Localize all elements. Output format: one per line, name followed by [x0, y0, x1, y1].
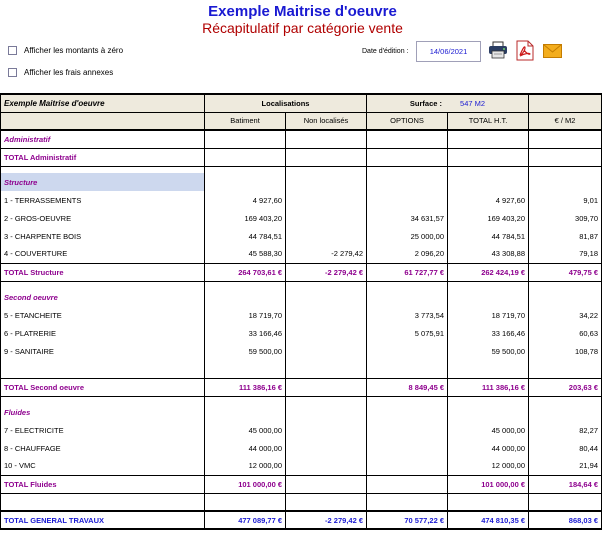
- total-label: TOTAL Second oeuvre: [1, 378, 205, 396]
- cell-euro-per-m2: 82,27: [529, 421, 602, 439]
- total-options: 61 727,77 €: [367, 263, 448, 281]
- col-header-options: OPTIONS: [367, 112, 448, 130]
- cell-total-ht: 44 000,00: [448, 439, 529, 457]
- item-label: 6 - PLATRERIE: [1, 324, 205, 342]
- category-row-administratif: [1, 130, 602, 148]
- category-row-structure: [1, 173, 602, 191]
- total-options: [367, 475, 448, 493]
- cell-batiment: 12 000,00: [205, 457, 286, 475]
- item-label: 10 - VMC: [1, 457, 205, 475]
- grand-total-batiment: 477 089,77 €: [205, 511, 286, 529]
- category-label: Administratif: [1, 130, 205, 148]
- total-euro-per-m2: 184,64 €: [529, 475, 602, 493]
- cell-batiment: 44 000,00: [205, 439, 286, 457]
- table-row: [1, 342, 602, 360]
- cell-batiment: 45 000,00: [205, 421, 286, 439]
- edition-date-label: Date d'édition :: [362, 48, 409, 55]
- edition-date-input[interactable]: [416, 41, 481, 62]
- cell-batiment: 45 588,30: [205, 245, 286, 263]
- table-row: [1, 227, 602, 245]
- cell-euro-per-m2: 9,01: [529, 191, 602, 209]
- cell-euro-per-m2: 21,94: [529, 457, 602, 475]
- cell-batiment: 169 403,20: [205, 209, 286, 227]
- col-header-total-ht: TOTAL H.T.: [448, 112, 529, 130]
- cell-euro-per-m2: 80,44: [529, 439, 602, 457]
- total-euro-per-m2: 479,75 €: [529, 263, 602, 281]
- item-label: 5 - ETANCHEITE: [1, 306, 205, 324]
- cell-batiment: 18 719,70: [205, 306, 286, 324]
- col-header-batiment: Batiment: [205, 112, 286, 130]
- category-row-second-oeuvre: [1, 288, 602, 306]
- grand-total-options: 70 577,22 €: [367, 511, 448, 529]
- item-label: 2 - GROS-OEUVRE: [1, 209, 205, 227]
- cell-options: [367, 439, 448, 457]
- total-batiment: 101 000,00 €: [205, 475, 286, 493]
- category-label: Second oeuvre: [1, 288, 205, 306]
- cell-options: [367, 421, 448, 439]
- total-label: TOTAL Structure: [1, 263, 205, 281]
- item-label: 8 - CHAUFFAGE: [1, 439, 205, 457]
- extra-fees-label: Afficher les frais annexes: [24, 68, 114, 77]
- cell-total-ht: 45 000,00: [448, 421, 529, 439]
- table-row: [1, 324, 602, 342]
- total-total-ht: 101 000,00 €: [448, 475, 529, 493]
- total-batiment: 264 703,61 €: [205, 263, 286, 281]
- extra-fees-checkbox[interactable]: [8, 68, 17, 77]
- localisations-header: Localisations: [205, 94, 367, 112]
- cell-options: [367, 342, 448, 360]
- cell-non-localises: [286, 191, 367, 209]
- header-empty-cell: [529, 94, 602, 112]
- cell-total-ht: 4 927,60: [448, 191, 529, 209]
- category-label-selected[interactable]: Structure: [1, 173, 205, 191]
- model-name-header: Exemple Maitrise d'oeuvre: [1, 94, 205, 112]
- total-non-localises: [286, 475, 367, 493]
- spacer-row: [1, 281, 602, 288]
- cell-total-ht: 12 000,00: [448, 457, 529, 475]
- surface-label: Surface :: [409, 98, 443, 108]
- cell-non-localises: [286, 457, 367, 475]
- item-label: 3 - CHARPENTE BOIS: [1, 227, 205, 245]
- table-row: [1, 245, 602, 263]
- cell-options: [367, 191, 448, 209]
- cell-euro-per-m2: 60,63: [529, 324, 602, 342]
- summary-table: [0, 93, 602, 530]
- cell-options: 3 773,54: [367, 306, 448, 324]
- table-row: [1, 457, 602, 475]
- item-label: 9 - SANITAIRE: [1, 342, 205, 360]
- cell-total-ht: 33 166,46: [448, 324, 529, 342]
- total-non-localises: -2 279,42 €: [286, 263, 367, 281]
- spacer-row: [1, 396, 602, 403]
- cell-euro-per-m2: 309,70: [529, 209, 602, 227]
- option-show-extra-fees[interactable]: [8, 68, 113, 77]
- total-row-administratif: [1, 148, 602, 166]
- table-row: [1, 191, 602, 209]
- email-icon[interactable]: [543, 44, 562, 58]
- total-euro-per-m2: 203,63 €: [529, 378, 602, 396]
- grand-total-total-ht: 474 810,35 €: [448, 511, 529, 529]
- category-label: Fluides: [1, 403, 205, 421]
- header-blank-cell: [1, 112, 205, 130]
- cell-non-localises: [286, 421, 367, 439]
- cell-batiment: 4 927,60: [205, 191, 286, 209]
- option-show-zero-amounts[interactable]: [8, 46, 123, 55]
- surface-header: [367, 94, 529, 112]
- blank-row: [1, 493, 602, 511]
- cell-euro-per-m2: 34,22: [529, 306, 602, 324]
- grand-total-euro-per-m2: 868,03 €: [529, 511, 602, 529]
- cell-options: 2 096,20: [367, 245, 448, 263]
- cell-options: [367, 457, 448, 475]
- cell-total-ht: 18 719,70: [448, 306, 529, 324]
- total-label: TOTAL Fluides: [1, 475, 205, 493]
- grand-total-row: [1, 511, 602, 529]
- grand-total-non-localises: -2 279,42 €: [286, 511, 367, 529]
- cell-batiment: 44 784,51: [205, 227, 286, 245]
- item-label: 1 - TERRASSEMENTS: [1, 191, 205, 209]
- cell-options: 5 075,91: [367, 324, 448, 342]
- grand-total-label: TOTAL GENERAL TRAVAUX: [1, 511, 205, 529]
- header-row-main: [1, 94, 602, 112]
- zero-amounts-checkbox[interactable]: [8, 46, 17, 55]
- total-row-structure: [1, 263, 602, 281]
- cell-non-localises: [286, 324, 367, 342]
- table-row: [1, 306, 602, 324]
- report-title: Exemple Maitrise d'oeuvre: [208, 3, 397, 20]
- cell-total-ht: 44 784,51: [448, 227, 529, 245]
- total-total-ht: 111 386,16 €: [448, 378, 529, 396]
- total-total-ht: 262 424,19 €: [448, 263, 529, 281]
- cell-euro-per-m2: 108,78: [529, 342, 602, 360]
- total-batiment: 111 386,16 €: [205, 378, 286, 396]
- blank-row: [1, 360, 602, 378]
- cell-batiment: 33 166,46: [205, 324, 286, 342]
- cell-non-localises: [286, 342, 367, 360]
- cell-non-localises: [286, 227, 367, 245]
- cell-total-ht: 169 403,20: [448, 209, 529, 227]
- col-header-non-localises: Non localisés: [286, 112, 367, 130]
- cell-euro-per-m2: 81,87: [529, 227, 602, 245]
- cell-non-localises: [286, 439, 367, 457]
- item-label: 4 - COUVERTURE: [1, 245, 205, 263]
- cell-non-localises: [286, 209, 367, 227]
- header-row-columns: [1, 112, 602, 130]
- cell-non-localises: [286, 306, 367, 324]
- col-header-euro-per-m2: € / M2: [529, 112, 602, 130]
- table-row: [1, 439, 602, 457]
- total-options: 8 849,45 €: [367, 378, 448, 396]
- cell-total-ht: 43 308,88: [448, 245, 529, 263]
- table-row: [1, 421, 602, 439]
- cell-options: 25 000,00: [367, 227, 448, 245]
- cell-euro-per-m2: 79,18: [529, 245, 602, 263]
- category-row-fluides: [1, 403, 602, 421]
- zero-amounts-label: Afficher les montants à zéro: [24, 46, 124, 55]
- cell-total-ht: 59 500,00: [448, 342, 529, 360]
- total-non-localises: [286, 378, 367, 396]
- cell-options: 34 631,57: [367, 209, 448, 227]
- total-row-fluides: [1, 475, 602, 493]
- surface-value: 547 M2: [460, 98, 486, 108]
- spacer-row: [1, 166, 602, 173]
- cell-batiment: 59 500,00: [205, 342, 286, 360]
- report-subtitle: Récapitulatif par catégorie vente: [202, 20, 403, 36]
- pdf-icon[interactable]: [516, 40, 534, 61]
- item-label: 7 - ELECTRICITE: [1, 421, 205, 439]
- total-row-second-oeuvre: [1, 378, 602, 396]
- cell-non-localises: -2 279,42: [286, 245, 367, 263]
- total-label: TOTAL Administratif: [1, 148, 205, 166]
- table-row: [1, 209, 602, 227]
- printer-icon[interactable]: [488, 41, 508, 59]
